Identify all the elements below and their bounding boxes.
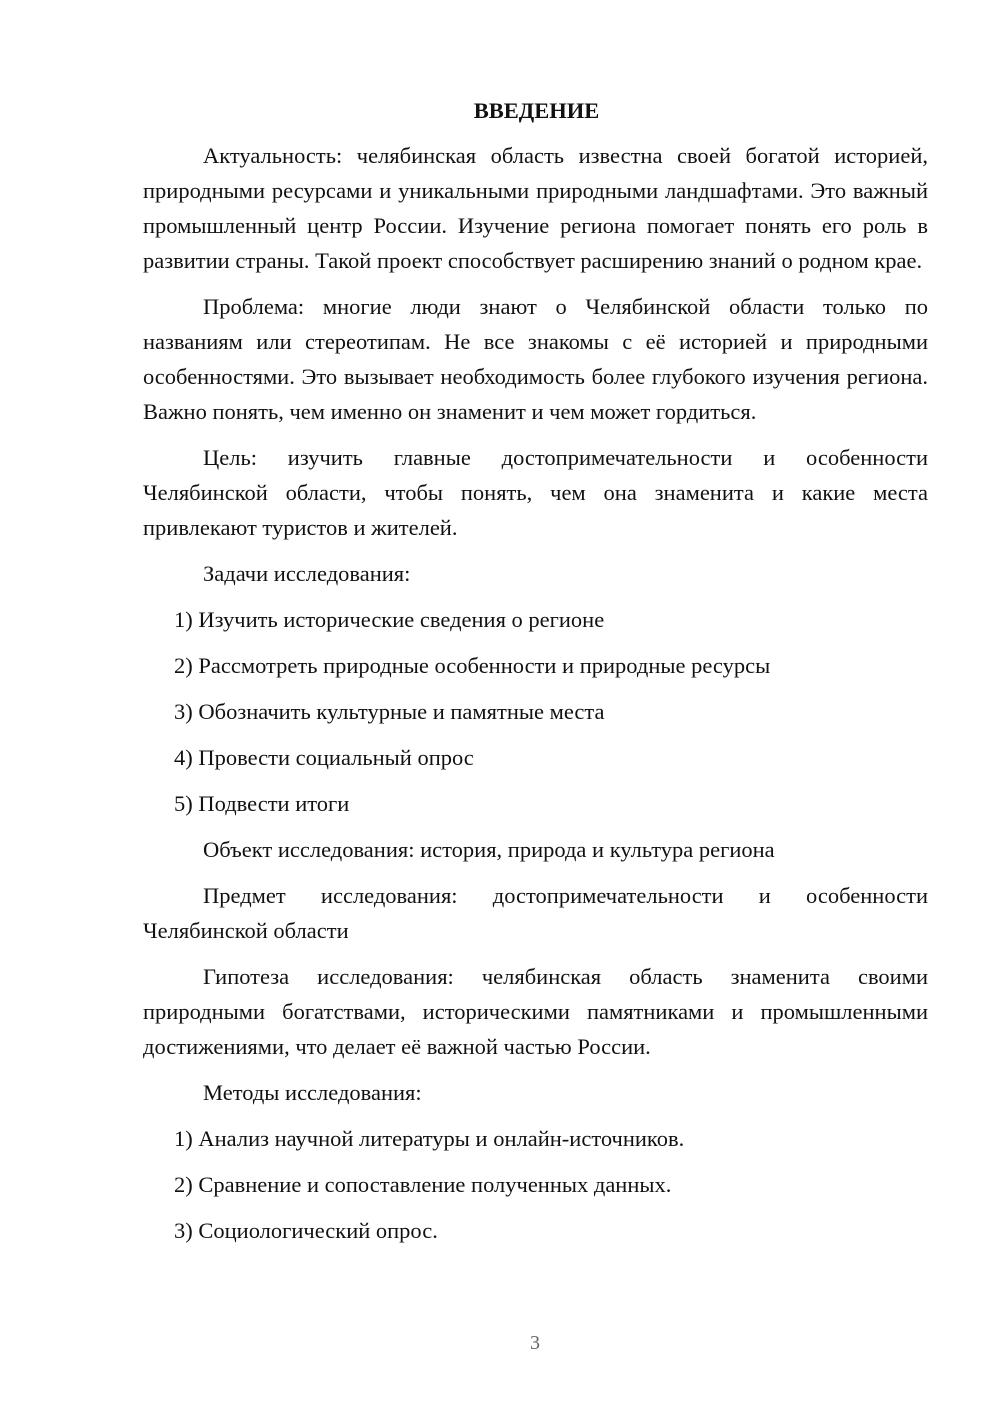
tasks-list bbox=[143, 602, 928, 821]
methods-heading: Методы исследования: bbox=[203, 1080, 422, 1105]
page-number: 3 bbox=[530, 1332, 540, 1354]
section-title: ВВЕДЕНИЕ bbox=[473, 98, 600, 123]
methods-list bbox=[143, 1121, 928, 1248]
relevance-paragraph: Актуальность: челябинская область известна своей богатой историей, природными ресурсами и уникальными природными ландшафтами. Это важный промышленный центр России. Изучение региона помогает понять его роль в развитии страны. Такой проект способствует расширению знаний о родном крае. bbox=[143, 143, 928, 273]
list-item: 3) Обозначить культурные и памятные места bbox=[174, 699, 605, 724]
list-item: 5) Подвести итоги bbox=[174, 791, 350, 816]
tasks-heading: Задачи исследования: bbox=[203, 561, 411, 586]
page-content bbox=[143, 95, 928, 1259]
list-item: 2) Сравнение и сопоставление полученных данных. bbox=[174, 1172, 672, 1197]
list-item: 3) Социологический опрос. bbox=[174, 1218, 438, 1243]
list-item: 2) Рассмотреть природные особенности и природные ресурсы bbox=[174, 653, 771, 678]
problem-paragraph: Проблема: многие люди знают о Челябинской области только по названиям или стереотипам. Не все знакомы с её историей и природными особенностями. Это вызывает необходимость более глубокого изучения региона. Важно понять, чем именно он знаменит и чем может гордиться. bbox=[143, 294, 928, 424]
subject-paragraph: Предмет исследования: достопримечательности и особенности Челябинской области bbox=[143, 883, 928, 943]
hypothesis-paragraph: Гипотеза исследования: челябинская область знаменита своими природными богатствами, историческими памятниками и промышленными достижениями, что делает её важной частью России. bbox=[143, 964, 928, 1059]
list-item: 1) Изучить исторические сведения о регионе bbox=[174, 607, 605, 632]
goal-paragraph: Цель: изучить главные достопримечательности и особенности Челябинской области, чтобы понять, чем она знаменита и какие места привлекают туристов и жителей. bbox=[143, 445, 928, 540]
object-paragraph: Объект исследования: история, природа и культура региона bbox=[203, 837, 775, 862]
list-item: 4) Провести социальный опрос bbox=[174, 745, 474, 770]
list-item: 1) Анализ научной литературы и онлайн-источников. bbox=[174, 1126, 685, 1151]
